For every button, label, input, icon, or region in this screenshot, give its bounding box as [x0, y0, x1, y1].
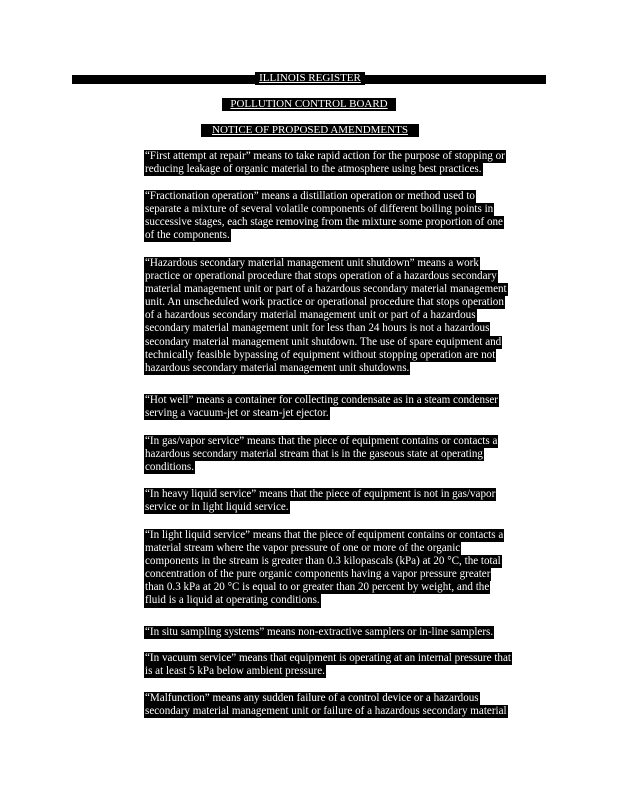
paragraph-line: material stream where the vapor pressure of one or more of the organic — [145, 542, 461, 555]
paragraph-line: “Hot well” means a container for collecting condensate as in a steam condenser — [145, 394, 499, 406]
definition-paragraph — [144, 529, 504, 608]
paragraph-line: practice or operational procedure that stops operation of a hazardous secondary — [145, 270, 497, 283]
paragraph-line: successive stages, each stage removing from the mixture some proportion of one — [145, 216, 503, 229]
definition-paragraph — [144, 692, 508, 718]
definition-paragraph — [144, 488, 496, 514]
paragraph-line: secondary material management unit shutdown. The use of spare equipment and — [145, 335, 502, 348]
paragraph-line: is at least 5 kPa below ambient pressure. — [145, 665, 325, 678]
paragraph-line: “In vacuum service” means that equipment is operating at an internal pressure that — [145, 652, 511, 664]
paragraph-line: “In gas/vapor service” means that the piece of equipment contains or contacts a — [145, 435, 498, 447]
paragraph-line: of a hazardous secondary material management unit or part of a hazardous — [145, 309, 476, 322]
paragraph-line: reducing leakage of organic material to the atmosphere using best practices. — [145, 163, 482, 176]
paragraph-line: “First attempt at repair” means to take rapid action for the purpose of stopping or — [145, 150, 505, 162]
paragraph-line: hazardous secondary material stream that is in the gaseous state at operating — [145, 448, 483, 461]
paragraph-line: separate a mixture of several volatile components of different boiling points in — [145, 203, 494, 216]
definition-paragraph — [144, 652, 512, 678]
definition-paragraph — [144, 435, 498, 474]
definition-paragraph — [144, 257, 508, 375]
paragraph-line: material management unit or part of a hazardous secondary material management — [145, 283, 507, 296]
paragraph-line: conditions. — [145, 461, 194, 474]
register-title: ILLINOIS REGISTER — [255, 72, 365, 85]
paragraph-line: “Malfunction” means any sudden failure of a control device or a hazardous — [145, 692, 479, 704]
paragraph-line: “Hazardous secondary material management unit shutdown” means a work — [145, 257, 479, 269]
paragraph-line: components in the stream is greater than 0.3 kilopascals (kPa) at 20 °C, the total — [145, 555, 501, 568]
definition-paragraph — [144, 190, 504, 242]
paragraph-line: “In situ sampling systems” means non-extractive samplers or in-line samplers. — [145, 626, 494, 638]
paragraph-line: “In heavy liquid service” means that the piece of equipment is not in gas/vapor — [145, 488, 496, 500]
paragraph-line: “In light liquid service” means that the piece of equipment contains or contacts a — [145, 529, 504, 541]
board-title: POLLUTION CONTROL BOARD — [222, 98, 396, 111]
notice-title: NOTICE OF PROPOSED AMENDMENTS — [201, 124, 419, 137]
paragraph-line: service or in light liquid service. — [145, 501, 289, 514]
paragraph-line: technically feasible bypassing of equipment without stopping operation are not — [145, 348, 496, 361]
paragraph-line: serving a vacuum-jet or steam-jet ejector. — [145, 407, 329, 420]
paragraph-line: hazardous secondary material management unit shutdowns. — [145, 361, 410, 374]
paragraph-line: secondary material management unit or failure of a hazardous secondary material — [145, 705, 507, 718]
paragraph-line: than 0.3 kPa at 20 °C is equal to or greater than 20 percent by weight, and the — [145, 581, 490, 594]
paragraph-line: unit. An unscheduled work practice or operational procedure that stops operation — [145, 296, 504, 309]
paragraph-line: fluid is a liquid at operating conditions. — [145, 594, 320, 607]
definition-paragraph — [144, 150, 506, 176]
paragraph-line: secondary material management unit for less than 24 hours is not a hazardous — [145, 322, 490, 335]
definition-paragraph — [144, 394, 499, 420]
paragraph-line: “Fractionation operation” means a distillation operation or method used to — [145, 190, 475, 202]
definition-paragraph — [144, 626, 494, 639]
paragraph-line: concentration of the pure organic components having a vapor pressure greater — [145, 568, 491, 581]
paragraph-line: of the components. — [145, 229, 230, 242]
